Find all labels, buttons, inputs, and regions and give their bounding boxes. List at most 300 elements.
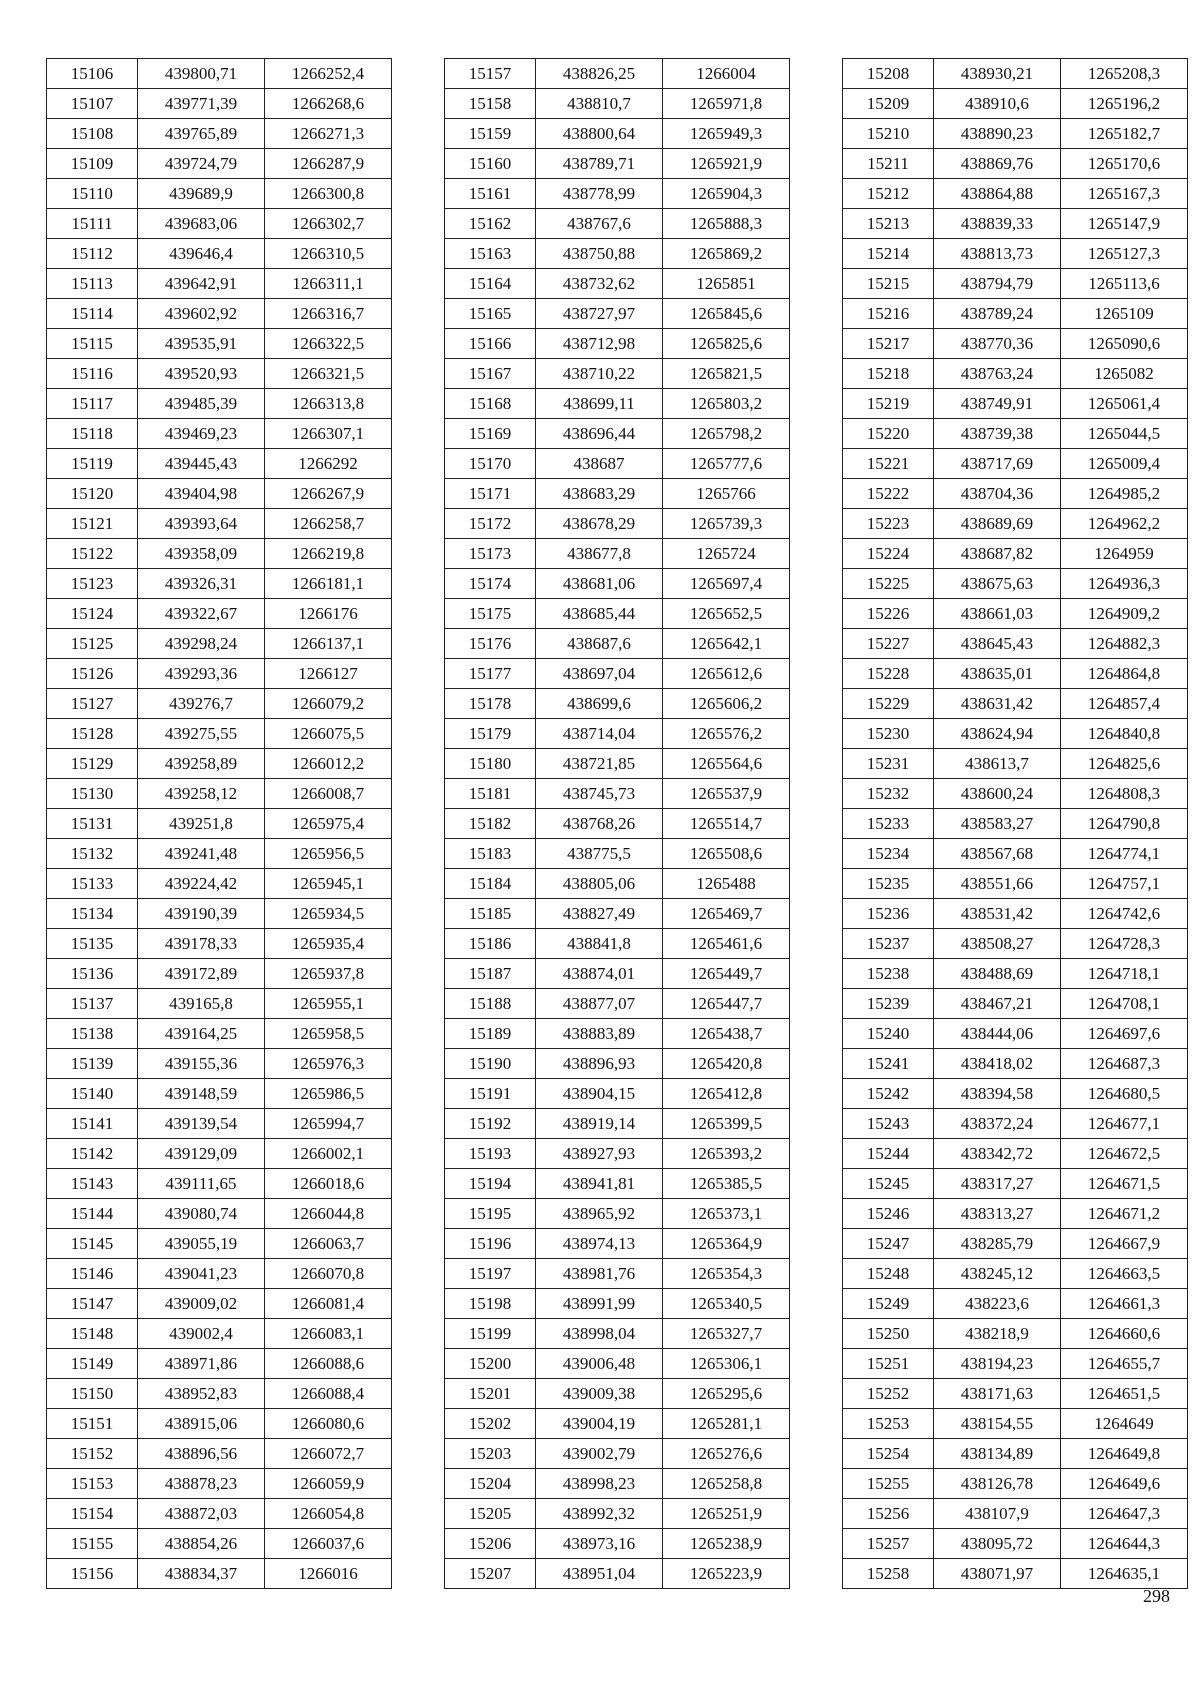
x-coordinate-cell: 438372,24 — [934, 1109, 1061, 1139]
x-coordinate-cell: 439165,8 — [138, 989, 265, 1019]
point-id-cell: 15241 — [843, 1049, 934, 1079]
y-coordinate-cell: 1264660,6 — [1061, 1319, 1188, 1349]
table-row — [843, 869, 1188, 899]
x-coordinate-cell: 438467,21 — [934, 989, 1061, 1019]
x-coordinate-cell: 439326,31 — [138, 569, 265, 599]
y-coordinate-cell: 1265109 — [1061, 299, 1188, 329]
x-coordinate-cell: 438488,69 — [934, 959, 1061, 989]
y-coordinate-cell: 1266088,4 — [265, 1379, 392, 1409]
y-coordinate-cell: 1265514,7 — [663, 809, 790, 839]
x-coordinate-cell: 439041,23 — [138, 1259, 265, 1289]
point-id-cell: 15215 — [843, 269, 934, 299]
x-coordinate-cell: 439646,4 — [138, 239, 265, 269]
x-coordinate-cell: 439006,48 — [536, 1349, 663, 1379]
x-coordinate-cell: 438727,97 — [536, 299, 663, 329]
x-coordinate-cell: 439155,36 — [138, 1049, 265, 1079]
point-id-cell: 15256 — [843, 1499, 934, 1529]
point-id-cell: 15214 — [843, 239, 934, 269]
x-coordinate-cell: 438927,93 — [536, 1139, 663, 1169]
table-row — [47, 779, 392, 809]
x-coordinate-cell: 438841,8 — [536, 929, 663, 959]
point-id-cell: 15125 — [47, 629, 138, 659]
point-id-cell: 15108 — [47, 119, 138, 149]
table-row — [843, 719, 1188, 749]
y-coordinate-cell: 1265975,4 — [265, 809, 392, 839]
point-id-cell: 15236 — [843, 899, 934, 929]
table-row — [445, 1409, 790, 1439]
point-id-cell: 15169 — [445, 419, 536, 449]
table-row — [47, 1049, 392, 1079]
table-row — [445, 1169, 790, 1199]
y-coordinate-cell: 1265904,3 — [663, 179, 790, 209]
point-id-cell: 15178 — [445, 689, 536, 719]
point-id-cell: 15132 — [47, 839, 138, 869]
y-coordinate-cell: 1265652,5 — [663, 599, 790, 629]
point-id-cell: 15150 — [47, 1379, 138, 1409]
x-coordinate-cell: 438677,8 — [536, 539, 663, 569]
x-coordinate-cell: 438645,43 — [934, 629, 1061, 659]
table-row — [445, 179, 790, 209]
table-row — [843, 899, 1188, 929]
table-row — [47, 959, 392, 989]
point-id-cell: 15222 — [843, 479, 934, 509]
table-row — [47, 1469, 392, 1499]
x-coordinate-cell: 438531,42 — [934, 899, 1061, 929]
x-coordinate-cell: 438342,72 — [934, 1139, 1061, 1169]
y-coordinate-cell: 1264774,1 — [1061, 839, 1188, 869]
point-id-cell: 15154 — [47, 1499, 138, 1529]
point-id-cell: 15229 — [843, 689, 934, 719]
x-coordinate-cell: 439535,91 — [138, 329, 265, 359]
y-coordinate-cell: 1264649,8 — [1061, 1439, 1188, 1469]
table-row — [445, 509, 790, 539]
x-coordinate-cell: 439258,12 — [138, 779, 265, 809]
y-coordinate-cell: 1266267,9 — [265, 479, 392, 509]
table-row — [47, 1229, 392, 1259]
table-row — [47, 119, 392, 149]
point-id-cell: 15249 — [843, 1289, 934, 1319]
point-id-cell: 15114 — [47, 299, 138, 329]
point-id-cell: 15113 — [47, 269, 138, 299]
x-coordinate-cell: 438095,72 — [934, 1529, 1061, 1559]
table-row — [445, 239, 790, 269]
x-coordinate-cell: 438770,36 — [934, 329, 1061, 359]
table-row — [843, 1169, 1188, 1199]
coordinate-table-1 — [46, 58, 392, 1589]
y-coordinate-cell: 1265447,7 — [663, 989, 790, 1019]
y-coordinate-cell: 1264959 — [1061, 539, 1188, 569]
y-coordinate-cell: 1266075,5 — [265, 719, 392, 749]
point-id-cell: 15212 — [843, 179, 934, 209]
y-coordinate-cell: 1264825,6 — [1061, 749, 1188, 779]
y-coordinate-cell: 1266002,1 — [265, 1139, 392, 1169]
y-coordinate-cell: 1264840,8 — [1061, 719, 1188, 749]
y-coordinate-cell: 1266054,8 — [265, 1499, 392, 1529]
table-row — [445, 119, 790, 149]
table-row — [445, 389, 790, 419]
point-id-cell: 15124 — [47, 599, 138, 629]
table-row — [47, 419, 392, 449]
y-coordinate-cell: 1265327,7 — [663, 1319, 790, 1349]
x-coordinate-cell: 438687 — [536, 449, 663, 479]
point-id-cell: 15252 — [843, 1379, 934, 1409]
table-row — [445, 929, 790, 959]
point-id-cell: 15175 — [445, 599, 536, 629]
point-id-cell: 15156 — [47, 1559, 138, 1589]
point-id-cell: 15134 — [47, 899, 138, 929]
point-id-cell: 15155 — [47, 1529, 138, 1559]
y-coordinate-cell: 1265147,9 — [1061, 209, 1188, 239]
y-coordinate-cell: 1265208,3 — [1061, 59, 1188, 89]
table-row — [843, 779, 1188, 809]
table-row — [445, 899, 790, 929]
point-id-cell: 15230 — [843, 719, 934, 749]
x-coordinate-cell: 438551,66 — [934, 869, 1061, 899]
y-coordinate-cell: 1264757,1 — [1061, 869, 1188, 899]
y-coordinate-cell: 1265196,2 — [1061, 89, 1188, 119]
point-id-cell: 15244 — [843, 1139, 934, 1169]
table-row — [445, 89, 790, 119]
point-id-cell: 15151 — [47, 1409, 138, 1439]
y-coordinate-cell: 1265044,5 — [1061, 419, 1188, 449]
point-id-cell: 15179 — [445, 719, 536, 749]
table-row — [47, 1289, 392, 1319]
point-id-cell: 15258 — [843, 1559, 934, 1589]
coordinate-table-2 — [444, 58, 790, 1589]
point-id-cell: 15188 — [445, 989, 536, 1019]
y-coordinate-cell: 1264672,5 — [1061, 1139, 1188, 1169]
point-id-cell: 15109 — [47, 149, 138, 179]
y-coordinate-cell: 1266219,8 — [265, 539, 392, 569]
y-coordinate-cell: 1265251,9 — [663, 1499, 790, 1529]
point-id-cell: 15147 — [47, 1289, 138, 1319]
table-row — [445, 629, 790, 659]
point-id-cell: 15191 — [445, 1079, 536, 1109]
x-coordinate-cell: 439224,42 — [138, 869, 265, 899]
table-row — [445, 1109, 790, 1139]
x-coordinate-cell: 439002,79 — [536, 1439, 663, 1469]
table-row — [47, 299, 392, 329]
y-coordinate-cell: 1265385,5 — [663, 1169, 790, 1199]
point-id-cell: 15143 — [47, 1169, 138, 1199]
point-id-cell: 15233 — [843, 809, 934, 839]
x-coordinate-cell: 438714,04 — [536, 719, 663, 749]
x-coordinate-cell: 438805,06 — [536, 869, 663, 899]
point-id-cell: 15218 — [843, 359, 934, 389]
table-row — [843, 959, 1188, 989]
x-coordinate-cell: 438992,32 — [536, 1499, 663, 1529]
y-coordinate-cell: 1264882,3 — [1061, 629, 1188, 659]
point-id-cell: 15253 — [843, 1409, 934, 1439]
y-coordinate-cell: 1265955,1 — [265, 989, 392, 1019]
y-coordinate-cell: 1266292 — [265, 449, 392, 479]
y-coordinate-cell: 1266252,4 — [265, 59, 392, 89]
point-id-cell: 15165 — [445, 299, 536, 329]
x-coordinate-cell: 438223,6 — [934, 1289, 1061, 1319]
point-id-cell: 15167 — [445, 359, 536, 389]
table-row — [47, 599, 392, 629]
x-coordinate-cell: 439393,64 — [138, 509, 265, 539]
x-coordinate-cell: 438965,92 — [536, 1199, 663, 1229]
point-id-cell: 15247 — [843, 1229, 934, 1259]
table-row — [47, 689, 392, 719]
table-row — [843, 389, 1188, 419]
y-coordinate-cell: 1264635,1 — [1061, 1559, 1188, 1589]
x-coordinate-cell: 439251,8 — [138, 809, 265, 839]
y-coordinate-cell: 1266287,9 — [265, 149, 392, 179]
table-row — [47, 1319, 392, 1349]
x-coordinate-cell: 439293,36 — [138, 659, 265, 689]
table-row — [843, 659, 1188, 689]
x-coordinate-cell: 438834,37 — [138, 1559, 265, 1589]
table-row — [445, 1289, 790, 1319]
x-coordinate-cell: 438635,01 — [934, 659, 1061, 689]
table-row — [445, 1259, 790, 1289]
table-row — [445, 269, 790, 299]
x-coordinate-cell: 438930,21 — [934, 59, 1061, 89]
y-coordinate-cell: 1265935,4 — [265, 929, 392, 959]
table-row — [47, 479, 392, 509]
point-id-cell: 15220 — [843, 419, 934, 449]
y-coordinate-cell: 1265739,3 — [663, 509, 790, 539]
y-coordinate-cell: 1265971,8 — [663, 89, 790, 119]
point-id-cell: 15194 — [445, 1169, 536, 1199]
table-row — [445, 1499, 790, 1529]
x-coordinate-cell: 438681,06 — [536, 569, 663, 599]
table-row — [445, 779, 790, 809]
table-row — [843, 989, 1188, 1019]
x-coordinate-cell: 438951,04 — [536, 1559, 663, 1589]
point-id-cell: 15128 — [47, 719, 138, 749]
y-coordinate-cell: 1265488 — [663, 869, 790, 899]
y-coordinate-cell: 1264697,6 — [1061, 1019, 1188, 1049]
table-row — [47, 269, 392, 299]
table-row — [47, 719, 392, 749]
table-row — [445, 1439, 790, 1469]
point-id-cell: 15121 — [47, 509, 138, 539]
x-coordinate-cell: 439298,24 — [138, 629, 265, 659]
table-row — [445, 1229, 790, 1259]
x-coordinate-cell: 438794,79 — [934, 269, 1061, 299]
table-row — [445, 1049, 790, 1079]
table-row — [843, 179, 1188, 209]
table-row — [843, 239, 1188, 269]
x-coordinate-cell: 438171,63 — [934, 1379, 1061, 1409]
point-id-cell: 15187 — [445, 959, 536, 989]
table-row — [843, 1499, 1188, 1529]
y-coordinate-cell: 1264671,5 — [1061, 1169, 1188, 1199]
table-row — [47, 749, 392, 779]
y-coordinate-cell: 1266311,1 — [265, 269, 392, 299]
table-row — [843, 749, 1188, 779]
table-row — [445, 569, 790, 599]
y-coordinate-cell: 1264671,2 — [1061, 1199, 1188, 1229]
point-id-cell: 15127 — [47, 689, 138, 719]
table-row — [843, 449, 1188, 479]
y-coordinate-cell: 1265090,6 — [1061, 329, 1188, 359]
x-coordinate-cell: 438810,7 — [536, 89, 663, 119]
y-coordinate-cell: 1264742,6 — [1061, 899, 1188, 929]
table-row — [47, 839, 392, 869]
point-id-cell: 15235 — [843, 869, 934, 899]
table-row — [445, 209, 790, 239]
y-coordinate-cell: 1264655,7 — [1061, 1349, 1188, 1379]
table-row — [47, 239, 392, 269]
x-coordinate-cell: 438775,5 — [536, 839, 663, 869]
table-row — [843, 359, 1188, 389]
x-coordinate-cell: 438981,76 — [536, 1259, 663, 1289]
y-coordinate-cell: 1264790,8 — [1061, 809, 1188, 839]
x-coordinate-cell: 438624,94 — [934, 719, 1061, 749]
x-coordinate-cell: 438194,23 — [934, 1349, 1061, 1379]
point-id-cell: 15116 — [47, 359, 138, 389]
point-id-cell: 15162 — [445, 209, 536, 239]
y-coordinate-cell: 1265170,6 — [1061, 149, 1188, 179]
x-coordinate-cell: 439765,89 — [138, 119, 265, 149]
x-coordinate-cell: 438854,26 — [138, 1529, 265, 1559]
x-coordinate-cell: 438877,07 — [536, 989, 663, 1019]
y-coordinate-cell: 1266268,6 — [265, 89, 392, 119]
y-coordinate-cell: 1265803,2 — [663, 389, 790, 419]
table-row — [47, 899, 392, 929]
table-row — [445, 1469, 790, 1499]
y-coordinate-cell: 1265113,6 — [1061, 269, 1188, 299]
point-id-cell: 15148 — [47, 1319, 138, 1349]
y-coordinate-cell: 1266176 — [265, 599, 392, 629]
point-id-cell: 15185 — [445, 899, 536, 929]
point-id-cell: 15210 — [843, 119, 934, 149]
y-coordinate-cell: 1265009,4 — [1061, 449, 1188, 479]
y-coordinate-cell: 1266310,5 — [265, 239, 392, 269]
table-row — [843, 269, 1188, 299]
y-coordinate-cell: 1265354,3 — [663, 1259, 790, 1289]
point-id-cell: 15149 — [47, 1349, 138, 1379]
point-id-cell: 15160 — [445, 149, 536, 179]
x-coordinate-cell: 438699,6 — [536, 689, 663, 719]
point-id-cell: 15131 — [47, 809, 138, 839]
y-coordinate-cell: 1264651,5 — [1061, 1379, 1188, 1409]
point-id-cell: 15135 — [47, 929, 138, 959]
x-coordinate-cell: 438991,99 — [536, 1289, 663, 1319]
x-coordinate-cell: 438154,55 — [934, 1409, 1061, 1439]
y-coordinate-cell: 1265612,6 — [663, 659, 790, 689]
point-id-cell: 15164 — [445, 269, 536, 299]
x-coordinate-cell: 438763,24 — [934, 359, 1061, 389]
table-row — [843, 539, 1188, 569]
table-row — [445, 539, 790, 569]
point-id-cell: 15246 — [843, 1199, 934, 1229]
y-coordinate-cell: 1264677,1 — [1061, 1109, 1188, 1139]
table-row — [47, 539, 392, 569]
x-coordinate-cell: 439485,39 — [138, 389, 265, 419]
table-row — [843, 1559, 1188, 1589]
table-row — [843, 419, 1188, 449]
table-row — [445, 1559, 790, 1589]
y-coordinate-cell: 1265956,5 — [265, 839, 392, 869]
point-id-cell: 15238 — [843, 959, 934, 989]
page-number: 298 — [1143, 1586, 1170, 1606]
point-id-cell: 15231 — [843, 749, 934, 779]
table-row — [843, 149, 1188, 179]
table-row — [47, 449, 392, 479]
point-id-cell: 15142 — [47, 1139, 138, 1169]
table-row — [843, 599, 1188, 629]
y-coordinate-cell: 1265937,8 — [265, 959, 392, 989]
y-coordinate-cell: 1266037,6 — [265, 1529, 392, 1559]
x-coordinate-cell: 438768,26 — [536, 809, 663, 839]
y-coordinate-cell: 1264728,3 — [1061, 929, 1188, 959]
table-row — [445, 1079, 790, 1109]
y-coordinate-cell: 1265276,6 — [663, 1439, 790, 1469]
y-coordinate-cell: 1265642,1 — [663, 629, 790, 659]
table-row — [445, 359, 790, 389]
x-coordinate-cell: 438915,06 — [138, 1409, 265, 1439]
point-id-cell: 15136 — [47, 959, 138, 989]
y-coordinate-cell: 1265724 — [663, 539, 790, 569]
x-coordinate-cell: 438418,02 — [934, 1049, 1061, 1079]
coordinate-table-body — [47, 59, 392, 1589]
table-row — [445, 59, 790, 89]
point-id-cell: 15228 — [843, 659, 934, 689]
y-coordinate-cell: 1265373,1 — [663, 1199, 790, 1229]
y-coordinate-cell: 1265766 — [663, 479, 790, 509]
y-coordinate-cell: 1266070,8 — [265, 1259, 392, 1289]
y-coordinate-cell: 1265082 — [1061, 359, 1188, 389]
table-row — [47, 89, 392, 119]
x-coordinate-cell: 439139,54 — [138, 1109, 265, 1139]
point-id-cell: 15184 — [445, 869, 536, 899]
table-row — [47, 1169, 392, 1199]
point-id-cell: 15205 — [445, 1499, 536, 1529]
coordinate-table-body — [843, 59, 1188, 1589]
x-coordinate-cell: 438904,15 — [536, 1079, 663, 1109]
table-row — [445, 959, 790, 989]
table-row — [47, 809, 392, 839]
point-id-cell: 15119 — [47, 449, 138, 479]
table-row — [47, 1499, 392, 1529]
y-coordinate-cell: 1266063,7 — [265, 1229, 392, 1259]
point-id-cell: 15237 — [843, 929, 934, 959]
x-coordinate-cell: 439683,06 — [138, 209, 265, 239]
point-id-cell: 15137 — [47, 989, 138, 1019]
table-row — [47, 989, 392, 1019]
point-id-cell: 15251 — [843, 1349, 934, 1379]
point-id-cell: 15216 — [843, 299, 934, 329]
y-coordinate-cell: 1265798,2 — [663, 419, 790, 449]
table-row — [445, 1379, 790, 1409]
y-coordinate-cell: 1265420,8 — [663, 1049, 790, 1079]
table-row — [843, 1319, 1188, 1349]
point-id-cell: 15209 — [843, 89, 934, 119]
point-id-cell: 15242 — [843, 1079, 934, 1109]
table-row — [445, 599, 790, 629]
table-row — [843, 809, 1188, 839]
point-id-cell: 15144 — [47, 1199, 138, 1229]
y-coordinate-cell: 1265777,6 — [663, 449, 790, 479]
y-coordinate-cell: 1265888,3 — [663, 209, 790, 239]
table-row — [445, 329, 790, 359]
point-id-cell: 15203 — [445, 1439, 536, 1469]
table-row — [843, 929, 1188, 959]
x-coordinate-cell: 439080,74 — [138, 1199, 265, 1229]
table-row — [843, 629, 1188, 659]
x-coordinate-cell: 438697,04 — [536, 659, 663, 689]
table-row — [47, 1019, 392, 1049]
y-coordinate-cell: 1265821,5 — [663, 359, 790, 389]
y-coordinate-cell: 1264661,3 — [1061, 1289, 1188, 1319]
y-coordinate-cell: 1264936,3 — [1061, 569, 1188, 599]
table-row — [47, 149, 392, 179]
